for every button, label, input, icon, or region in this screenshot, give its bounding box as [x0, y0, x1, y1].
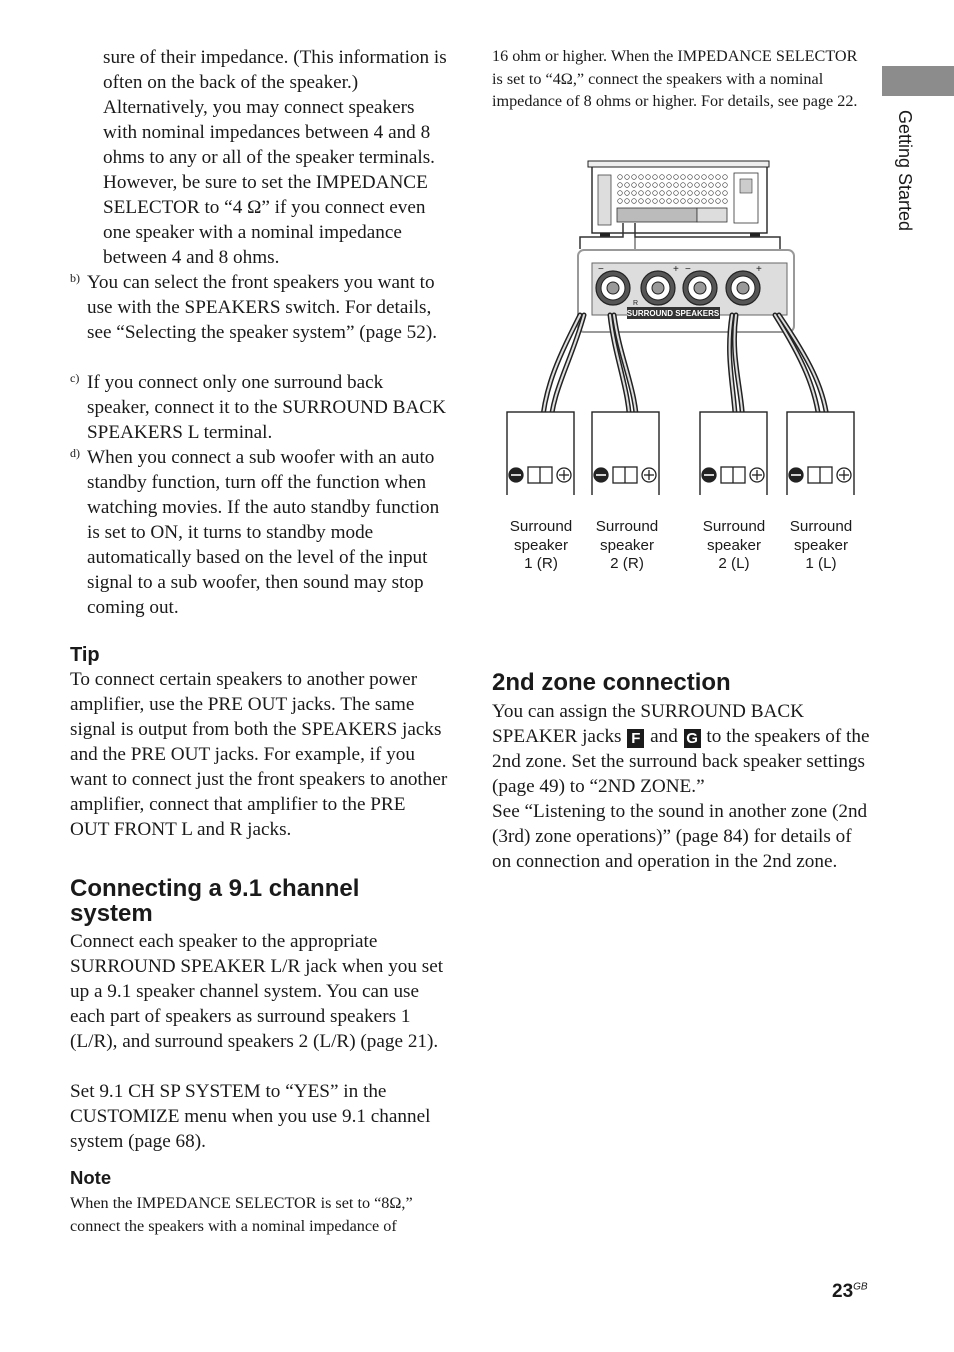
- terminal-r-mark: R: [633, 300, 639, 307]
- page-number: [832, 1281, 868, 1303]
- note-text: When the IMPEDANCE SELECTOR is set to “8Ω,” connect the speakers with a nominal impedance of: [70, 1194, 413, 1235]
- zone-heading: 2nd zone connection: [492, 669, 731, 696]
- caption-line: Surround: [509, 518, 573, 535]
- footnote-b: [70, 270, 446, 345]
- tip-heading: Tip: [70, 644, 100, 666]
- footnote-c: [70, 370, 446, 445]
- continuation-paragraph: sure of their impedance. (This information is often on the back of the speaker.) Alternatively, you may connect speakers with nominal impedances between 4 and 8 ohms to any or all of the speaker terminals. However, be sure to set the IMPEDANCE SELECTOR to “4 Ω” if you connect even one speaker with a nominal impedance between 4 and 8 ohms.: [103, 47, 447, 268]
- section-tab-marker: [882, 66, 954, 96]
- zone-paragraph-1: [492, 699, 872, 799]
- page-suffix: GB: [853, 1281, 868, 1293]
- speaker-caption-2l: [696, 518, 772, 574]
- caption-line: speaker: [706, 536, 762, 554]
- speaker-caption-2r: [589, 518, 665, 574]
- section-side-label: Getting Started: [895, 110, 915, 232]
- section-paragraph-1: Connect each speaker to the appropriate SURROUND SPEAKER L/R jack when you set up a 9.1 speaker channel system. You can use each part of speakers as surround speakers 1 (L/R), and surround speakers 2 (L/R) (page 21).: [70, 931, 444, 1052]
- footnote-marker: c): [70, 371, 80, 385]
- speaker-connection-diagram: [500, 155, 870, 495]
- svg-text:+: +: [756, 264, 762, 275]
- jack-f-icon: F: [627, 729, 644, 748]
- speaker-boxes: [507, 412, 854, 495]
- surround-speakers-panel-label: SURROUND SPEAKERS: [626, 309, 720, 318]
- caption-line: Surround: [702, 518, 766, 535]
- zone-text: and: [650, 726, 678, 747]
- speaker-caption-1l: [783, 518, 859, 574]
- zone-text: You can assign the SURROUND BACK SPEAKER jacks: [492, 701, 805, 747]
- caption-line: 2 (R): [610, 555, 644, 572]
- footnote-marker: b): [70, 271, 80, 285]
- svg-text:+: +: [673, 264, 679, 275]
- jack-g-icon: G: [684, 729, 701, 748]
- svg-text:−: −: [598, 264, 604, 275]
- caption-line: 1 (R): [524, 555, 558, 572]
- footnote-text: When you connect a sub woofer with an auto standby function, turn off the function when watching movies. If the auto standby function is set to ON, it turns to standby mode automatically based on the level of the input signal to a sub woofer, then sound may stop coming out.: [87, 447, 440, 618]
- page-number-value: 23: [832, 1281, 854, 1302]
- speaker-caption-1r: [503, 518, 579, 574]
- zone-paragraph-2: See “Listening to the sound in another zone (2nd (3rd) zone operations)” (page 84) for details of on connection and operation in the 2nd zone.: [492, 801, 868, 872]
- receiver-rear-panel: [588, 161, 769, 237]
- zone-text: to the speakers of the 2nd zone. Set the surround back speaker settings (page 49) to “2ND ZONE.”: [492, 726, 870, 797]
- caption-line: speaker: [793, 536, 849, 554]
- section-paragraph-2: Set 9.1 CH SP SYSTEM to “YES” in the CUSTOMIZE menu when you use 9.1 channel system (page 68).: [70, 1081, 431, 1152]
- footnote-marker: d): [70, 446, 80, 460]
- note-heading: Note: [70, 1167, 112, 1188]
- caption-line: speaker: [599, 536, 655, 554]
- tip-text: To connect certain speakers to another power amplifier, use the PRE OUT jacks. The same signal is output from both the SPEAKERS jacks and the PRE OUT jacks. For example, if you want to connect just the front speakers to another amplifier, connect that amplifier to the PRE OUT FRONT L and R jacks.: [70, 669, 448, 840]
- section-heading-9-1: Connecting a 9.1 channel system: [70, 875, 360, 927]
- caption-line: speaker: [513, 536, 569, 554]
- note-continued: 16 ohm or higher. When the IMPEDANCE SELECTOR is set to “4Ω,” connect the speakers with a nominal impedance of 8 ohms or higher. For details, see page 22.: [492, 47, 858, 110]
- footnote-text: You can select the front speakers you want to use with the SPEAKERS switch. For details, see “Selecting the speaker system” (page 52).: [87, 272, 438, 343]
- footnote-text: If you connect only one surround back speaker, connect it to the SURROUND BACK SPEAKERS L terminal.: [87, 372, 446, 443]
- caption-line: Surround: [789, 518, 853, 535]
- caption-line: 1 (L): [805, 555, 837, 572]
- caption-line: Surround: [595, 518, 659, 535]
- footnote-d: [70, 445, 446, 620]
- svg-text:−: −: [685, 264, 691, 275]
- caption-line: 2 (L): [718, 555, 750, 572]
